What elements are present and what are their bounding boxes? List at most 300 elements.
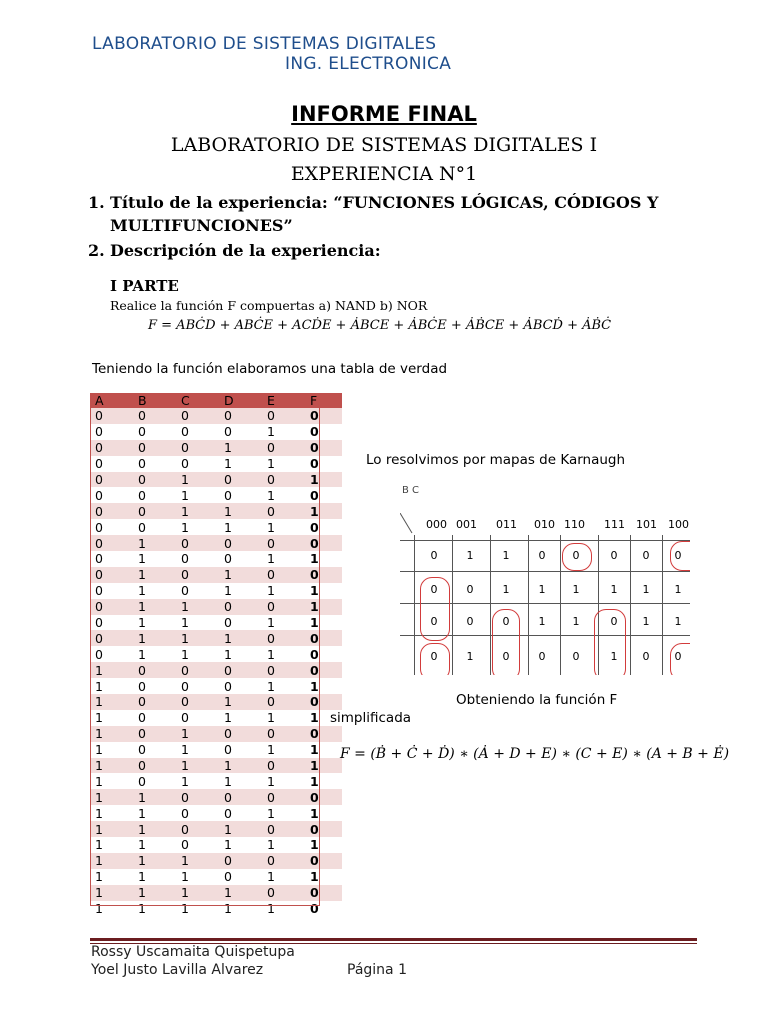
col-header-b: B <box>133 393 176 408</box>
table-cell: 1 <box>262 710 305 726</box>
table-cell: 1 <box>90 758 133 774</box>
table-row <box>90 726 342 742</box>
kmap-rule <box>414 535 415 675</box>
kmap-column-label: 010 <box>534 518 555 531</box>
table-cell: 1 <box>133 583 176 599</box>
table-cell: 0 <box>90 646 133 662</box>
kmap-rule <box>662 535 663 675</box>
table-cell: 0 <box>176 424 219 440</box>
table-cell: 1 <box>90 710 133 726</box>
table-row <box>90 805 342 821</box>
table-cell: 0 <box>262 694 305 710</box>
table-cell: 0 <box>176 821 219 837</box>
footer-author-2: Yoel Justo Lavilla Alvarez <box>91 962 264 978</box>
table-cell: 1 <box>90 694 133 710</box>
table-cell: 0 <box>219 869 262 885</box>
table-row <box>90 837 342 853</box>
table-row <box>90 567 342 583</box>
table-cell: 0 <box>90 440 133 456</box>
table-cell: 1 <box>305 869 342 885</box>
kmap-rule <box>490 535 491 675</box>
table-row <box>90 630 342 646</box>
truth-table <box>90 393 342 917</box>
table-row <box>90 440 342 456</box>
table-cell: 1 <box>133 535 176 551</box>
col-header-c: C <box>176 393 219 408</box>
table-cell: 0 <box>219 535 262 551</box>
kmap-cell: 0 <box>502 615 510 628</box>
kmap-cell: 1 <box>572 583 580 596</box>
kmap-cell: 0 <box>430 650 438 663</box>
table-cell: 1 <box>133 789 176 805</box>
table-cell: 1 <box>305 503 342 519</box>
table-cell: 0 <box>90 424 133 440</box>
table-cell: 0 <box>219 615 262 631</box>
kmap-rule <box>400 571 690 572</box>
table-cell: 1 <box>219 821 262 837</box>
table-cell: 0 <box>262 726 305 742</box>
table-cell: 0 <box>305 424 342 440</box>
kmap-cell: 0 <box>572 549 580 562</box>
table-cell: 0 <box>262 853 305 869</box>
kmap-group-loop <box>670 643 690 675</box>
table-cell: 1 <box>90 869 133 885</box>
table-cell: 0 <box>90 583 133 599</box>
kmap-cell: 1 <box>642 615 650 628</box>
truth-table-header <box>90 393 342 408</box>
kmap-cell: 0 <box>466 583 474 596</box>
table-row <box>90 487 342 503</box>
table-cell: 0 <box>262 599 305 615</box>
table-cell: 1 <box>305 773 342 789</box>
table-cell: 0 <box>133 678 176 694</box>
table-cell: 1 <box>133 615 176 631</box>
kmap-column-label: 100 <box>668 518 689 531</box>
table-cell: 1 <box>305 583 342 599</box>
table-cell: 0 <box>262 789 305 805</box>
table-cell: 0 <box>176 662 219 678</box>
table-cell: 0 <box>176 805 219 821</box>
table-row <box>90 472 342 488</box>
table-cell: 1 <box>176 472 219 488</box>
item-2-text: Descripción de la experiencia: <box>110 241 381 260</box>
table-cell: 0 <box>90 535 133 551</box>
table-cell: 0 <box>262 821 305 837</box>
table-cell: 1 <box>262 869 305 885</box>
table-cell: 1 <box>176 885 219 901</box>
table-row <box>90 535 342 551</box>
table-row <box>90 646 342 662</box>
subtitle-experiencia: EXPERIENCIA N°1 <box>290 163 478 185</box>
table-cell: 0 <box>90 503 133 519</box>
table-cell: 0 <box>176 583 219 599</box>
table-cell: 0 <box>262 885 305 901</box>
table-cell: 0 <box>262 408 305 424</box>
table-cell: 1 <box>262 646 305 662</box>
table-cell: 1 <box>262 519 305 535</box>
table-cell: 1 <box>262 837 305 853</box>
table-row <box>90 583 342 599</box>
item-2-number: 2. <box>88 241 105 260</box>
item-1-text: Título de la experiencia: “FUNCIONES LÓGICAS, CÓDIGOS Y <box>110 193 659 212</box>
kmap-cell: 0 <box>642 650 650 663</box>
kmap-cell: 1 <box>674 615 682 628</box>
table-cell: 0 <box>90 551 133 567</box>
table-cell: 1 <box>262 456 305 472</box>
table-row <box>90 853 342 869</box>
table-cell: 0 <box>90 519 133 535</box>
table-cell: 0 <box>133 662 176 678</box>
table-cell: 0 <box>305 630 342 646</box>
table-cell: 1 <box>176 758 219 774</box>
table-cell: 1 <box>133 901 176 917</box>
table-cell: 0 <box>305 821 342 837</box>
kmap-cell: 0 <box>674 650 682 663</box>
table-cell: 0 <box>305 519 342 535</box>
table-row <box>90 901 342 917</box>
table-cell: 1 <box>133 630 176 646</box>
col-header-a: A <box>90 393 133 408</box>
table-cell: 1 <box>176 503 219 519</box>
item-1-text-cont: MULTIFUNCIONES” <box>110 216 293 235</box>
footer-page-number: Página 1 <box>347 962 407 978</box>
table-cell: 1 <box>219 646 262 662</box>
table-cell: 0 <box>305 646 342 662</box>
table-cell: 0 <box>305 901 342 917</box>
table-row <box>90 678 342 694</box>
result-intro: Obteniendo la función F <box>456 692 618 708</box>
kmap-column-label: 001 <box>456 518 477 531</box>
table-cell: 0 <box>305 789 342 805</box>
table-cell: 0 <box>305 662 342 678</box>
table-cell: 0 <box>133 773 176 789</box>
table-cell: 1 <box>176 726 219 742</box>
table-cell: 0 <box>133 519 176 535</box>
table-cell: 0 <box>305 726 342 742</box>
kmap-cell: 1 <box>538 583 546 596</box>
table-row <box>90 821 342 837</box>
table-cell: 0 <box>90 615 133 631</box>
table-cell: 0 <box>176 837 219 853</box>
table-cell: 0 <box>90 630 133 646</box>
formula-original: F = ABĊD + ABĊE + ACḊE + ȦBCE + ȦBĊE + ȦḂCE + ȦBCḊ + ȦḂĊ <box>148 318 612 333</box>
kmap-rule <box>528 535 529 675</box>
header-line-2: ING. ELECTRONICA <box>285 54 452 74</box>
table-cell: 1 <box>90 678 133 694</box>
table-cell: 0 <box>219 742 262 758</box>
kmap-cell: 1 <box>610 650 618 663</box>
table-cell: 1 <box>90 726 133 742</box>
kmap-rule <box>400 540 690 541</box>
table-cell: 1 <box>90 853 133 869</box>
kmap-cell: 1 <box>502 583 510 596</box>
table-cell: 0 <box>176 456 219 472</box>
table-cell: 1 <box>305 805 342 821</box>
kmap-cell: 0 <box>502 650 510 663</box>
kmap-group-loop <box>670 541 690 571</box>
kmap-cell: 0 <box>430 583 438 596</box>
table-cell: 1 <box>305 472 342 488</box>
kmap-group-loop <box>562 543 592 571</box>
kmap-group-loop <box>420 643 450 675</box>
table-row <box>90 662 342 678</box>
table-row <box>90 758 342 774</box>
table-cell: 1 <box>262 583 305 599</box>
table-row <box>90 694 342 710</box>
table-cell: 1 <box>305 837 342 853</box>
table-row <box>90 503 342 519</box>
kmap-cell: 0 <box>610 615 618 628</box>
table-cell: 1 <box>262 805 305 821</box>
table-cell: 0 <box>219 424 262 440</box>
table-cell: 0 <box>133 726 176 742</box>
kmap-column-label: 110 <box>564 518 585 531</box>
table-cell: 0 <box>176 567 219 583</box>
kmap-cell: 1 <box>572 615 580 628</box>
table-cell: 0 <box>133 710 176 726</box>
kmap-cell: 0 <box>572 650 580 663</box>
table-cell: 1 <box>133 599 176 615</box>
table-cell: 1 <box>90 821 133 837</box>
kmap-cell: 1 <box>610 583 618 596</box>
footer-author-1: Rossy Uscamaita Quispetupa <box>91 944 295 960</box>
item-1-number: 1. <box>88 193 105 212</box>
table-row <box>90 869 342 885</box>
table-cell: 1 <box>90 805 133 821</box>
table-cell: 1 <box>133 885 176 901</box>
table-cell: 1 <box>305 599 342 615</box>
table-cell: 1 <box>219 758 262 774</box>
table-cell: 0 <box>90 567 133 583</box>
table-row <box>90 885 342 901</box>
table-cell: 0 <box>219 789 262 805</box>
kmap-rule <box>452 535 453 675</box>
table-intro: Teniendo la función elaboramos una tabla de verdad <box>92 361 448 377</box>
table-cell: 0 <box>90 599 133 615</box>
table-cell: 0 <box>305 694 342 710</box>
table-cell: 0 <box>176 694 219 710</box>
table-cell: 0 <box>90 456 133 472</box>
kmap-rule <box>630 535 631 675</box>
table-cell: 1 <box>133 853 176 869</box>
table-cell: 0 <box>305 456 342 472</box>
kmap-rule <box>560 535 561 675</box>
table-cell: 0 <box>176 440 219 456</box>
table-cell: 1 <box>219 519 262 535</box>
table-cell: 1 <box>219 440 262 456</box>
karnaugh-map <box>400 485 690 675</box>
table-cell: 1 <box>133 805 176 821</box>
kmap-cell: 0 <box>642 549 650 562</box>
table-cell: 1 <box>90 773 133 789</box>
table-cell: 0 <box>133 742 176 758</box>
table-cell: 0 <box>219 408 262 424</box>
table-cell: 0 <box>219 551 262 567</box>
table-cell: 1 <box>176 615 219 631</box>
kmap-column-label: 111 <box>604 518 625 531</box>
result-intro-cont: simplificada <box>330 710 412 726</box>
table-row <box>90 599 342 615</box>
kmap-column-label: 000 <box>426 518 447 531</box>
table-cell: 0 <box>176 678 219 694</box>
col-header-f: F <box>305 393 342 408</box>
table-cell: 1 <box>262 773 305 789</box>
table-row <box>90 456 342 472</box>
kmap-cell: 1 <box>538 615 546 628</box>
table-cell: 0 <box>262 535 305 551</box>
table-cell: 1 <box>90 789 133 805</box>
table-cell: 1 <box>219 710 262 726</box>
subtitle-lab: LABORATORIO DE SISTEMAS DIGITALES I <box>170 134 598 156</box>
table-cell: 0 <box>262 503 305 519</box>
kmap-column-label: 101 <box>636 518 657 531</box>
kmap-cell: 0 <box>538 650 546 663</box>
table-row <box>90 551 342 567</box>
table-cell: 1 <box>305 758 342 774</box>
table-cell: 1 <box>133 551 176 567</box>
table-cell: 0 <box>133 758 176 774</box>
table-cell: 1 <box>305 710 342 726</box>
table-cell: 1 <box>176 599 219 615</box>
table-cell: 0 <box>176 789 219 805</box>
table-cell: 0 <box>133 440 176 456</box>
table-cell: 0 <box>219 678 262 694</box>
table-cell: 1 <box>219 837 262 853</box>
table-cell: 1 <box>219 630 262 646</box>
kmap-cell: 0 <box>538 549 546 562</box>
table-cell: 0 <box>262 440 305 456</box>
col-header-d: D <box>219 393 262 408</box>
table-cell: 1 <box>133 646 176 662</box>
table-cell: 1 <box>219 885 262 901</box>
table-cell: 1 <box>176 869 219 885</box>
kmap-cell: 1 <box>502 549 510 562</box>
table-cell: 0 <box>219 487 262 503</box>
table-cell: 1 <box>219 583 262 599</box>
table-cell: 0 <box>90 472 133 488</box>
table-cell: 1 <box>219 567 262 583</box>
kmap-group-loop <box>492 609 520 675</box>
table-cell: 0 <box>176 408 219 424</box>
table-cell: 0 <box>305 535 342 551</box>
table-cell: 0 <box>90 408 133 424</box>
table-cell: 0 <box>305 408 342 424</box>
table-cell: 1 <box>176 487 219 503</box>
table-cell: 0 <box>262 630 305 646</box>
table-cell: 1 <box>133 837 176 853</box>
table-cell: 1 <box>219 694 262 710</box>
table-cell: 0 <box>305 853 342 869</box>
footer-rule-thick <box>90 938 697 941</box>
table-cell: 0 <box>133 424 176 440</box>
table-cell: 0 <box>219 599 262 615</box>
table-cell: 1 <box>219 456 262 472</box>
table-cell: 1 <box>176 646 219 662</box>
table-cell: 1 <box>133 821 176 837</box>
table-cell: 0 <box>219 662 262 678</box>
header-line-1: LABORATORIO DE SISTEMAS DIGITALES <box>92 34 437 54</box>
table-cell: 1 <box>262 678 305 694</box>
table-cell: 1 <box>262 424 305 440</box>
table-row <box>90 519 342 535</box>
col-header-e: E <box>262 393 305 408</box>
table-cell: 0 <box>305 885 342 901</box>
table-cell: 1 <box>305 551 342 567</box>
table-cell: 1 <box>219 773 262 789</box>
table-cell: 1 <box>133 567 176 583</box>
table-cell: 0 <box>262 758 305 774</box>
table-row <box>90 710 342 726</box>
table-cell: 0 <box>305 567 342 583</box>
kmap-group-loop <box>594 609 626 675</box>
table-cell: 1 <box>305 678 342 694</box>
table-cell: 1 <box>219 503 262 519</box>
page-title: INFORME FINAL <box>291 102 477 126</box>
table-cell: 0 <box>305 440 342 456</box>
table-cell: 1 <box>176 519 219 535</box>
part-title: I PARTE <box>110 277 179 295</box>
table-cell: 0 <box>133 472 176 488</box>
kmap-cell: 0 <box>610 549 618 562</box>
table-cell: 1 <box>90 901 133 917</box>
table-cell: 1 <box>262 615 305 631</box>
table-cell: 1 <box>176 630 219 646</box>
kmap-cell: 0 <box>674 549 682 562</box>
table-cell: 0 <box>133 456 176 472</box>
table-cell: 1 <box>219 901 262 917</box>
table-cell: 0 <box>219 472 262 488</box>
table-cell: 1 <box>176 773 219 789</box>
table-cell: 0 <box>219 805 262 821</box>
table-cell: 1 <box>90 662 133 678</box>
kmap-cell: 1 <box>674 583 682 596</box>
table-cell: 1 <box>133 869 176 885</box>
table-cell: 1 <box>90 837 133 853</box>
table-cell: 1 <box>305 742 342 758</box>
part-instruction: Realice la función F compuertas a) NAND b) NOR <box>110 298 428 313</box>
table-cell: 1 <box>176 742 219 758</box>
table-cell: 1 <box>90 885 133 901</box>
table-row <box>90 773 342 789</box>
table-cell: 1 <box>262 487 305 503</box>
table-cell: 0 <box>305 487 342 503</box>
table-cell: 0 <box>90 487 133 503</box>
table-cell: 1 <box>176 901 219 917</box>
table-row <box>90 742 342 758</box>
kmap-cell: 0 <box>430 549 438 562</box>
table-cell: 1 <box>90 742 133 758</box>
table-cell: 1 <box>262 551 305 567</box>
table-cell: 0 <box>219 853 262 869</box>
table-row <box>90 424 342 440</box>
kmap-cell: 1 <box>466 650 474 663</box>
kmap-intro: Lo resolvimos por mapas de Karnaugh <box>366 452 626 468</box>
table-cell: 0 <box>262 472 305 488</box>
kmap-cell: 1 <box>642 583 650 596</box>
kmap-diagonal <box>400 513 414 535</box>
truth-table-body <box>90 408 342 917</box>
table-cell: 0 <box>133 408 176 424</box>
kmap-group-loop <box>420 577 450 641</box>
formula-simplified: F = (Ḃ + Ċ + Ḋ) ∗ (Ȧ + D + E) ∗ (C + E) ∗ (A + B + Ė) <box>340 746 730 762</box>
table-cell: 0 <box>133 503 176 519</box>
table-cell: 0 <box>262 662 305 678</box>
table-cell: 1 <box>176 853 219 869</box>
table-cell: 0 <box>262 567 305 583</box>
kmap-column-label: 011 <box>496 518 517 531</box>
kmap-cell: 0 <box>466 615 474 628</box>
table-cell: 0 <box>133 694 176 710</box>
